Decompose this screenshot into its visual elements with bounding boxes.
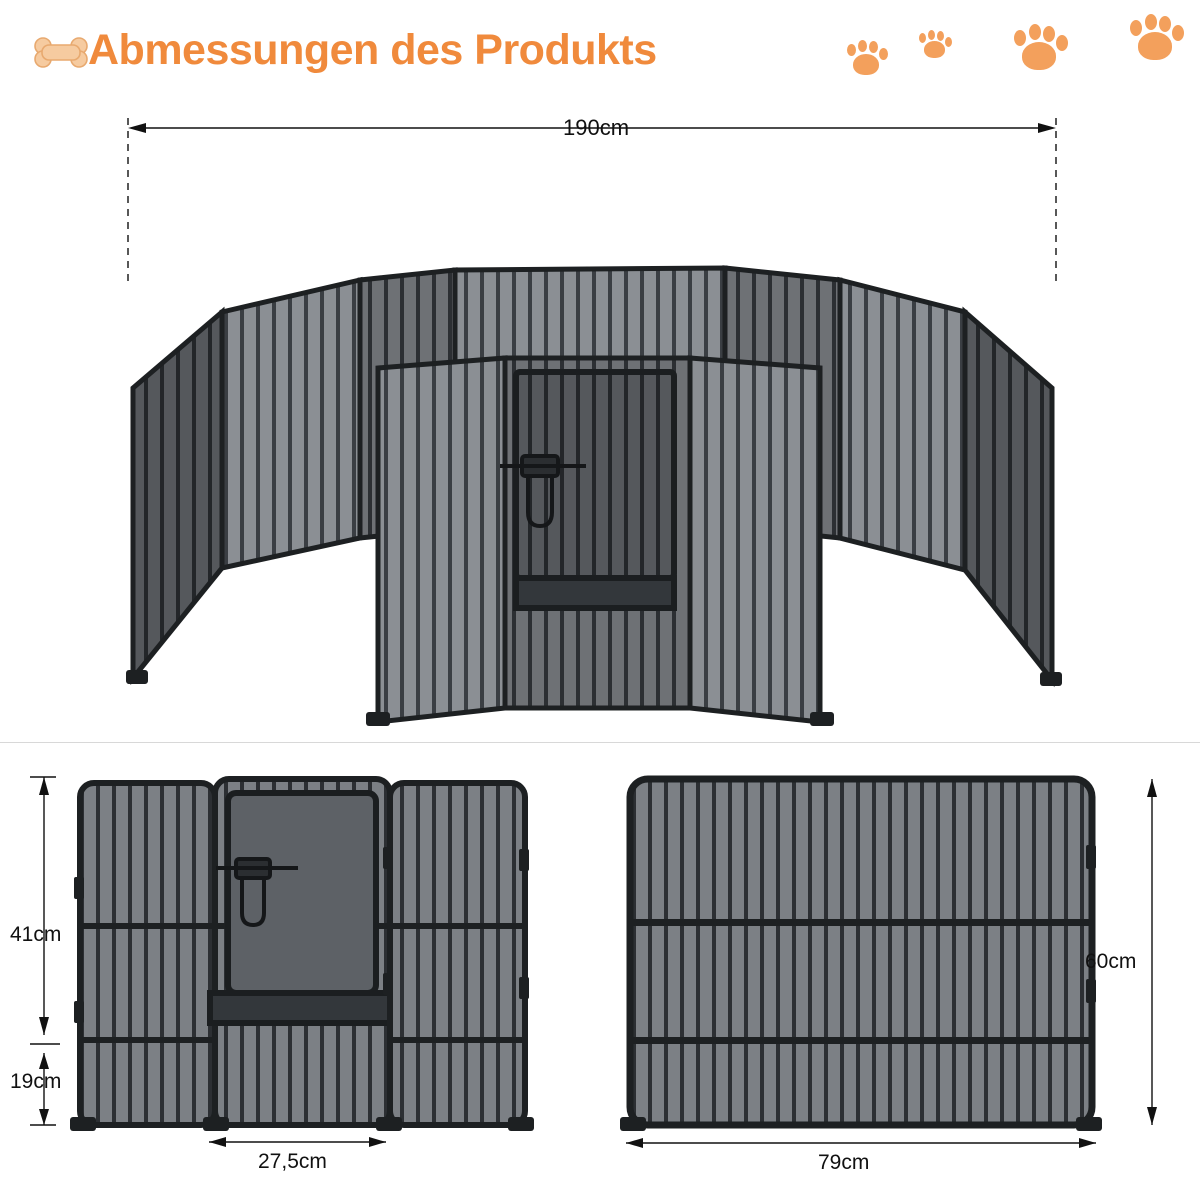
dimension-line-width-190 (128, 118, 1056, 285)
dimension-line-height-60 (1147, 779, 1157, 1125)
paw-icon (845, 40, 891, 82)
pen-panel (965, 312, 1052, 680)
dimension-label-79cm: 79cm (818, 1151, 870, 1174)
page-title: Abmessungen des Produkts (88, 26, 657, 74)
assembled-playpen-diagram (0, 100, 1200, 740)
paw-icon (1012, 24, 1070, 78)
gate-door (516, 372, 674, 608)
panel-body (630, 779, 1092, 1125)
pen-panel-front (378, 358, 505, 722)
dimension-label-275cm: 27,5cm (258, 1150, 327, 1173)
dimension-label-19cm: 19cm (10, 1070, 62, 1093)
dimension-label-60cm: 60cm (1085, 950, 1137, 973)
pen-panel (840, 280, 965, 570)
header (0, 0, 1200, 108)
section-divider (0, 742, 1200, 743)
panel-left-section (80, 783, 215, 1125)
panel-right-section (390, 783, 525, 1125)
pen-panel-front (690, 358, 820, 722)
plain-panel-front-view (600, 755, 1200, 1200)
paw-icon (1128, 14, 1186, 68)
bone-icon (34, 36, 88, 70)
dimension-label-41cm: 41cm (10, 923, 62, 946)
gate-panel-front-view (0, 755, 600, 1200)
paw-icon (918, 30, 954, 64)
panel-gate-section (210, 779, 392, 1125)
dimension-line-door-width (209, 1137, 386, 1147)
dimension-label-190cm: 190cm (563, 115, 630, 140)
dimension-line-width-79 (626, 1138, 1096, 1148)
